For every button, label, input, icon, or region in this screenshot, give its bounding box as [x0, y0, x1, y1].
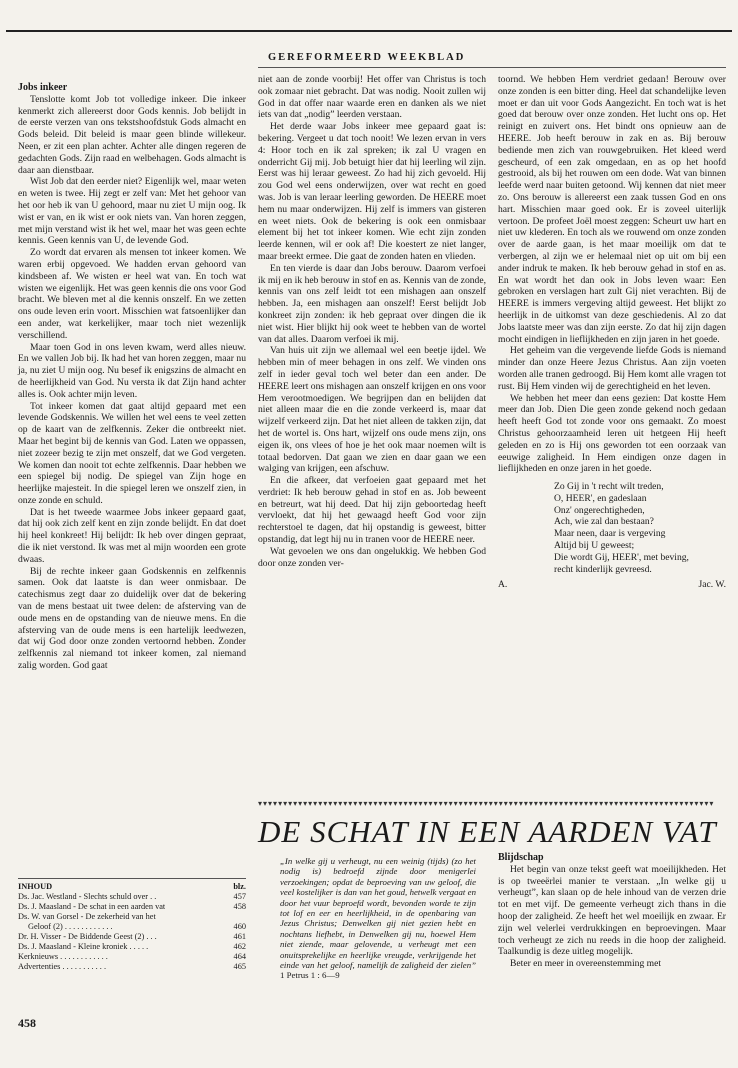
quote-text: „In welke gij u verheugt, nu een weinig (tijds) (zo het nodig is) bedroefd zijnde door menigerlei verzoekingen; opdat de beproeving van uw geloof, die veel kostelijker is dan van het goud, hetwelk vergaat en door het vuur beproefd wordt, bevonden worde te zijn tot lof en eer en heerlijkheid, in de openbaring van Jezus Christus; Denwelken gij niet gezien hebt en nochtans liefhebt, in Denwelken gij nu, hoewel Hem niet ziende, maar gelovende, u verheugt met een onuitsprekelijke en heerlijke vreugde, verkrijgende het einde van het geloof, namelijk de zaligheid der zielen”: [280, 856, 476, 971]
toc-entry: [18, 952, 246, 962]
paragraph: Wat gevoelen we ons dan ongelukkig. We hebben God door onze zonden ver-: [258, 545, 486, 569]
poem-line: Maar neen, daar is vergeving: [554, 528, 666, 540]
paragraph: En die afkeer, dat verfoeien gaat gepaard met het verdriet: Ik heb berouw gehad in stof en as. Job beweent en betreurt, wat hij deed. Dat hij zijn geboortedag heeft vervloekt, dat hij het gewaagd heeft God voor zijn rechterstoel te dagen, dat hij opstandig is geweest, bitter opstandig, dat legt hij nu in tranen voor de HEERE neer.: [258, 475, 486, 546]
section-heading-blijdschap: Blijdschap: [498, 852, 544, 863]
paragraph: Dat is het tweede waarmee Jobs inkeer gepaard gaat, dat hij ook zich zelf kent en zijn zonde belijdt. En dat doet hij heel konkreet! Hij belijdt: Ik heb over dingen gepraat, die ik niet verstond. Ik was met al mijn woorden een grote dwaas.: [18, 506, 246, 565]
toc-entry: [18, 902, 246, 912]
toc-title: Ds. Jac. Westland - Slechts schuld over . .: [18, 892, 157, 901]
toc-entry: [18, 962, 246, 972]
signature-left: A.: [498, 579, 508, 591]
toc-page: 461: [233, 932, 246, 941]
poem-line: Onz' ongerechtigheden,: [554, 504, 645, 516]
scripture-quote: [280, 856, 476, 981]
signature: [498, 579, 726, 591]
masthead-rule: [258, 67, 726, 68]
section-heading-jobs-inkeer: Jobs inkeer: [18, 82, 68, 93]
column-2: [258, 74, 486, 569]
paragraph: Tot inkeer komen dat gaat altijd gepaard met een levende Godskennis. We willen het wel eens te veel zetten op de kaart van de zelfkennis. Zeker die ontbreekt niet. Maar het begint bij de kennis van God. Laten we oppassen, niet zozeer bezig te zijn met onszelf, dat we God vergeten. We komen dan nooit tot echte zelfkennis. Daar hebben we een spiegel bij nodig. De spiegel van Zijn hoge en heerlijke majesteit. In die spiegel leren we onszelf zien, in onze zonde en schuld.: [18, 400, 246, 506]
paragraph: Het geheim van die vergevende liefde Gods is niemand minder dan onze Heere Jezus Christus. Aan zijn voeten worden alle tranen gedroogd. Bij Hem komt alle vragen tot rust. Bij Hem vinden wij de gerechtigheid en het leven.: [498, 345, 726, 392]
poem-line: Ach, wie zal dan bestaan?: [554, 516, 654, 528]
toc-entry: [18, 932, 246, 942]
toc-page: 464: [233, 952, 246, 961]
poem-line: Altijd bij U geweest;: [554, 540, 635, 552]
paragraph: Beter en meer in overeenstemming met: [510, 958, 662, 970]
toc-rule: [18, 878, 246, 879]
paragraph: Het begin van onze tekst geeft wat moeilijkheden. Het is op tweeërlei manier te verstaan. „In welke gij u verheugt”, kan slaan op de hele inhoud van de verzen drie tot en met vijf. De gemeente verheugt zich thans in die hoop der zaligheid. Ze heeft het wel moeilijk en zwaar. Er zijn wel velerlei verdrukkingen en beproevingen. Maar toch verheugt ze zich nu reeds in die hoop der zaligheid. Taalkundig is deze uitleg mogelijk.: [498, 863, 726, 958]
paragraph: Tenslotte komt Job tot volledige inkeer. Die inkeer kenmerkt zich allereerst door Gods kennis. Job belijdt in de eerste verzen van ons tekstshoofdstuk Gods almacht en Gods beleid. Dit beleid is maar geen blinde willekeur. Neen, er zit een plan achter. Achter alle dingen regeren de gedachten Gods. Zijn raad en welbehagen. Gods almacht is daar aan dienstbaar.: [18, 93, 246, 176]
paragraph: Maar toen God in ons leven kwam, werd alles nieuw. En we vallen Job bij. Ik had het van horen zeggen, maar nu ja, nu ziet U mijn oog. Nu besef ik enigszins de almacht en de heerlijkheid van God. Nu versta ik dat Zijn hand achter alles is. Ook achter mijn leven.: [18, 341, 246, 400]
toc-header: [18, 882, 246, 892]
poem-line: Zo Gij in 't recht wilt treden,: [554, 481, 664, 493]
quote-reference: 1 Petrus 1 : 6—9: [280, 970, 340, 981]
paragraph: En ten vierde is daar dan Jobs berouw. Daarom verfoei ik mij en ik heb berouw in stof en as. Kennis van de zonde, kennis van ons zelf leidt tot een mishagen aan onszelf hebben. Ja, een mishagen aan onszelf! Eerst belijdt Job konkreet zijn zonden: ik heb gepraat over dingen die ik niet wist. Hier blijkt hij ook weet te hebben van de wortel van dat alles. Daarom verfoei ik mij.: [258, 262, 486, 345]
poem-line: Die wordt Gij, HEER', met beving,: [554, 551, 689, 563]
paragraph: niet aan de zonde voorbij! Het offer van Christus is toch ook zomaar niet gebracht. Dat was nodig. Nooit zullen wij God in dat offer naar waarde eren en danken als we niet iets van dat „nodig” leerden verstaan.: [258, 74, 486, 121]
toc-title: Geloof (2) . . . . . . . . . . . .: [28, 922, 113, 931]
paragraph: toornd. We hebben Hem verdriet gedaan! Berouw over onze zonden is een bitter ding. Heel dat schandelijke leven moet er dan uit voor Gods Aangezicht. En toch wat is het goed dat berouw over onze zonden. Het lucht ons op. Het reinigt en zuivert ons. Het bindt ons opnieuw aan de HEERE. Job heeft berouw in zak en as. Bij berouw bediende men zich van rouwgebruiken. Het kleed werd gescheurd, of een zak omgedaan, en as op het hoofd gestrooid, als bij het rouwen om een dode. Wat van binnen leefde werd naar buiten getoond. Wij kennen dat niet meer zo. Ons berouw is allereerst een zaak tussen God en ons hart. Misschien maar goed ook. Er is zoveel uiterlijk vertoon. De profeet Joël moest zeggen: Scheurt uw hart en niet uw klederen. En toch als we rouwend om onze zonden over de aarde gaan, is het maar moeilijk om dat te verbergen, al zijn we er helemaal niet op uit om bij een ander indruk te maken. Ik heb berouw gehad in stof en as. En wat wordt het dan ook in Jobs leven waar: Een gebroken en verslagen hart zult Gij niet verachten. Bij de HEERE is immers vergeving altijd geweest. Het blijkt zo heerlijk in de uitkomst van deze geschiedenis. Al zo dat Jobs laatste meer was dan zijn eerste. Zo dat hij zijn dagen mocht eindigen in lieflijkheden en zijn jaren in het goede.: [498, 74, 726, 345]
paragraph: Van huis uit zijn we allemaal wel een beetje ijdel. We hebben min of meer behagen in ons zelf. We vinden ons zelf in ieder geval toch wel beter dan een ander. De HEERE leert ons mishagen aan onszelf krijgen en ons voor Hem verootmoedigen. We begrijpen dan en belijden dat niet alleen maar die en die zonde verkeerd is, maar dat wijzelf verkeerd zijn. Dat het niet alleen de takken zijn, dat het de wortel is. Ons hart, wijzelf ons oude mens zijn, ons eigen ik, ons vlees of hoe je het ook maar noemen wilt is totaal bedorven. Dat gaan we zien en daar gaan we een walging van krijgen, een afschuw.: [258, 345, 486, 475]
toc-page: 458: [233, 902, 246, 911]
toc-entry: [18, 942, 246, 952]
toc-title: Ds. J. Maasland - Kleine kroniek . . . . .: [18, 942, 149, 951]
toc-page: 460: [233, 922, 246, 931]
paragraph: Het derde waar Jobs inkeer mee gepaard gaat is: bekering. Vergeet u dat toch nooit! We lezen ervan in vers 4: Hoor toch en ik zal spreken; ik zal U vragen en onderricht Gij mij. Job betuigt hier dat hij leerling wil zijn. Eerst was hij leraar geweest. Zo had hij zich gevoeld. Hij zou God wel eens onderwijzen, over wat recht en goed was. Job is van leraar leerling geworden. De HEERE moet hem nu maar onderwijzen. Hij zelf is immers van gisteren en weet niets. Ook de bekering is ook een onmisbaar element bij het tot inkeer komen. Wie echt zijn zonden leerde kennen, wil er ook af! Die koestert ze niet langer, maar breekt ermee. Die gaat de zonden haten en vlieden.: [258, 121, 486, 262]
toc-page: 462: [233, 942, 246, 951]
toc-title: Advertenties . . . . . . . . . . .: [18, 962, 107, 971]
toc-page: 465: [233, 962, 246, 971]
table-of-contents: [18, 882, 246, 972]
signature-author: Jac. W.: [698, 579, 726, 591]
toc-entry: [18, 922, 246, 932]
paragraph: Bij de rechte inkeer gaan Godskennis en zelfkennis samen. Ook dat laatste is dan weer onmisbaar. De catechismus zegt daar zo duidelijk over dat de bekering van de mens bestaat uit twee delen: de afsterving van de oude mens en de opstanding van de nieuwe mens. En die afsterving van de oude mens is een hartelijk leedwezen, dat wij God door onze zonden vertoornd hebben. Zonder zelfkennis zal niemand tot inkeer komen, zal niemand zalig worden. God gaat: [18, 565, 246, 672]
toc-page-label: blz.: [233, 882, 246, 891]
toc-title: Dr. H. Visser - De Biddende Geest (2) . . .: [18, 932, 157, 941]
column-1: [18, 82, 246, 672]
poem-line: recht kinderlijk gevreesd.: [554, 563, 652, 575]
toc-title: Kerknieuws . . . . . . . . . . . .: [18, 952, 108, 961]
toc-entry: [18, 892, 246, 902]
masthead: GEREFORMEERD WEEKBLAD: [268, 52, 466, 63]
toc-page: 457: [233, 892, 246, 901]
page-number: 458: [18, 1016, 36, 1030]
article2-column: [498, 852, 726, 970]
toc-heading: INHOUD: [18, 882, 53, 891]
paragraph: Wist Job dat den eerder niet? Eigenlijk wel, maar weten en weten is twee. Hij zegt er zelf van: Met het gehoor van het oor heb ik van U gehoord, maar nu ziet U mijn oog. Ik wist er van, en ik wist er ook niets van. Van horen zeggen, met mijn verstand wist ik het wel, maar het was geen echte kennis. Geen kennis van U, de levende God.: [18, 176, 246, 247]
paragraph: We hebben het meer dan eens gezien: Dat kostte Hem meer dan Job. Dien Die geen zonde gekend noch gedaan heeft heeft God tot zonde voor ons gemaakt. Zo moest Christus gehoorzaamheid leren uit hetgeen Hij heeft geleden en zo is Hij ons geworden tot een oorzaak van eeuwige zaligheid. In Hem eindigen onze dagen in lieflijkheden en onze jaren in het goede.: [498, 392, 726, 475]
dotted-divider: ▾▾▾▾▾▾▾▾▾▾▾▾▾▾▾▾▾▾▾▾▾▾▾▾▾▾▾▾▾▾▾▾▾▾▾▾▾▾▾▾▾▾▾▾▾▾▾▾▾▾▾▾▾▾▾▾▾▾▾▾▾▾▾▾▾▾▾▾▾▾▾▾▾▾▾▾▾▾▾▾▾▾▾▾▾▾▾▾▾▾▾: [258, 800, 715, 807]
paragraph: Zo wordt dat ervaren als mensen tot inkeer komen. We waren erbij opgevoed. We hadden ervan gehoord van kindsbeen af. We wisten er heel wat van. En toch wat wisten we eigenlijk. Het was geen kennis die ons voor God bracht. We bleven met al die kennis onszelf. En we zetten ons oude leven erin voort. Misschien wat fatsoenlijker dan een ander, wat kerkelijker, maar toch niet wezenlijk verschillend.: [18, 247, 246, 341]
toc-title: Ds. W. van Gorsel - De zekerheid van het: [18, 912, 156, 921]
toc-title: Ds. J. Maasland - De schat in een aarden vat: [18, 902, 166, 911]
poem-line: O, HEER', en gadeslaan: [554, 492, 647, 504]
article-title: DE SCHAT IN EEN AARDEN VAT: [258, 814, 717, 849]
column-3: [498, 74, 726, 591]
poem: [554, 481, 726, 575]
toc-entry: [18, 912, 246, 922]
top-rule: [6, 30, 732, 32]
